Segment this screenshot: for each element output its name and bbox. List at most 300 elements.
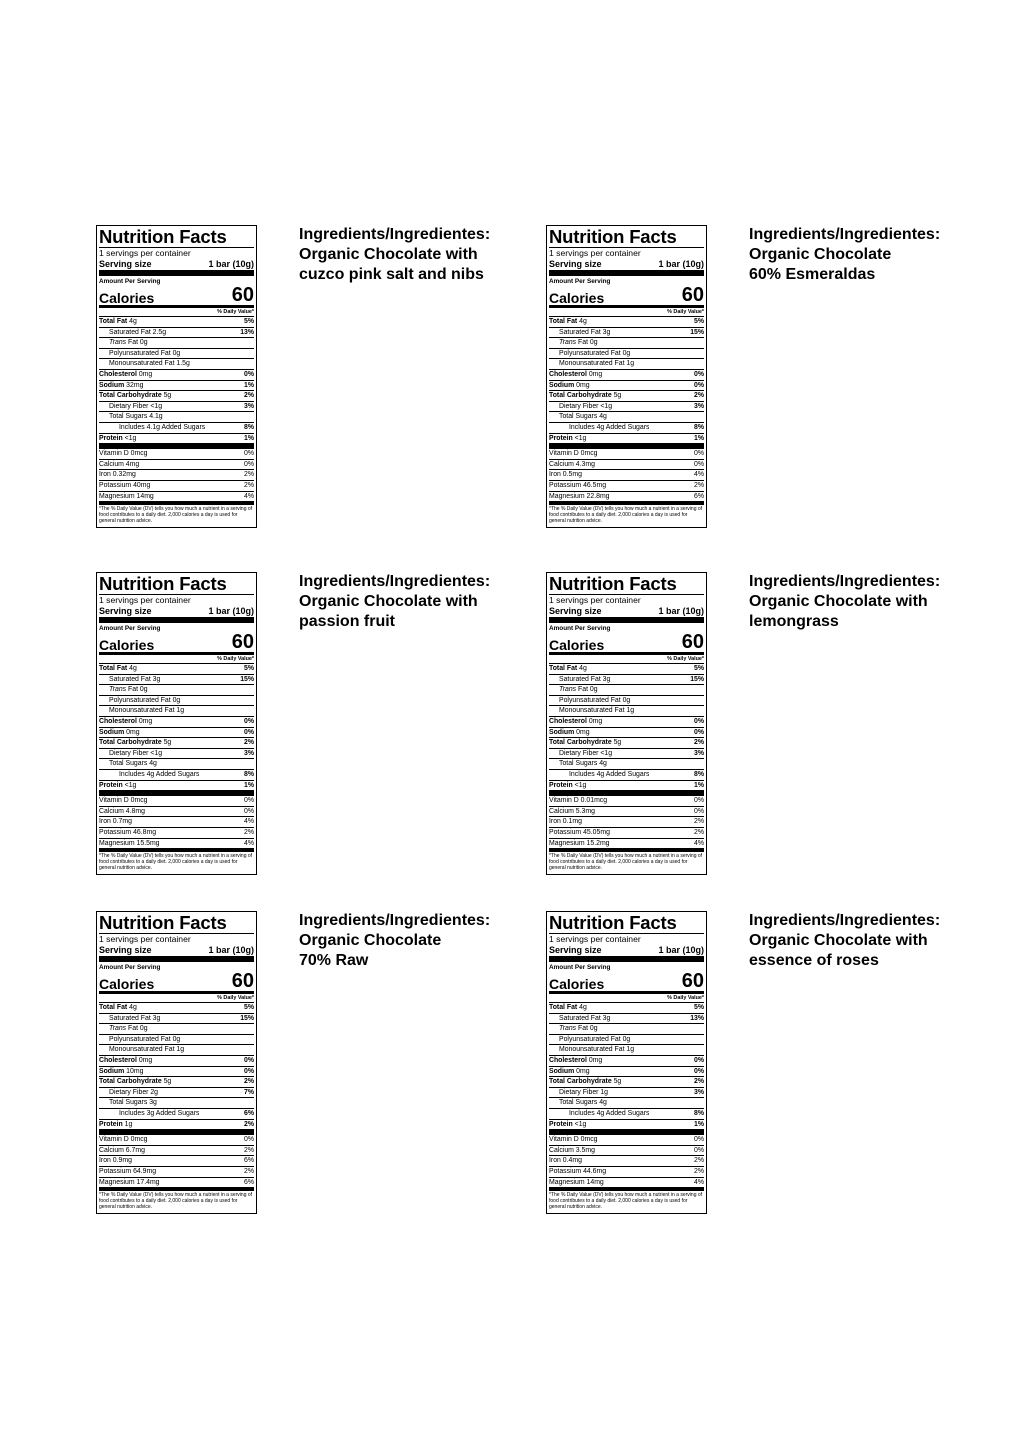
nutrient-label: Saturated Fat 3g (559, 328, 611, 336)
mineral-row (99, 1135, 254, 1146)
serving-size-value: 1 bar (10g) (208, 259, 254, 269)
nutrient-amount: <1g (572, 781, 587, 789)
nutrient-name (549, 770, 649, 780)
nutrient-label: Protein (99, 781, 123, 789)
nutrient-label: Polyunsaturated Fat 0g (109, 696, 181, 704)
nutrient-name (99, 1035, 180, 1045)
mineral-row (99, 492, 254, 506)
nutrient-name (99, 1098, 157, 1108)
nutrient-daily-value: 0% (244, 717, 254, 725)
calories-label: Calories (549, 637, 605, 653)
nutrient-daily-value: 0% (244, 370, 254, 378)
mineral-name: Vitamin D 0mcg (549, 1136, 598, 1144)
mineral-row (99, 1167, 254, 1178)
nutrient-name (99, 359, 190, 369)
nutrient-name (99, 717, 152, 727)
nutrient-name (99, 381, 143, 391)
nutrient-name (549, 328, 610, 338)
nutrient-name (549, 781, 586, 791)
nutrient-label: Sodium (549, 381, 575, 389)
ingredients-line: Organic Chocolate (299, 932, 442, 949)
nutrient-name (99, 391, 171, 401)
amount-per-serving: Amount Per Serving (549, 964, 611, 971)
mineral-daily-value: 0% (244, 797, 254, 805)
nutrient-row (99, 434, 254, 450)
serving-size-label: Serving size (549, 259, 602, 269)
nutrient-name (99, 1077, 171, 1087)
daily-value-header: % Daily Value* (99, 308, 254, 317)
nutrient-label: Cholesterol (549, 1056, 587, 1064)
nutrient-row (549, 1024, 704, 1035)
serving-size-label: Serving size (549, 945, 602, 955)
nutrient-name (99, 770, 199, 780)
nutrient-amount: 4g (127, 318, 137, 325)
nutrient-label: Dietary Fiber <1g (109, 749, 163, 757)
nutrient-daily-value: 2% (694, 392, 704, 400)
calories-value: 60 (681, 970, 704, 992)
nutrient-name (549, 1077, 621, 1087)
nutrition-facts-panel (546, 911, 707, 1214)
mineral-name: Magnesium 15.2mg (549, 839, 610, 847)
ingredients-line: lemongrass (749, 613, 839, 630)
nutrient-name (99, 328, 166, 338)
ingredients-line: Ingredients/Ingredientes: (299, 226, 491, 243)
nutrient-row (99, 696, 254, 707)
mineral-row (549, 460, 704, 471)
calories-label: Calories (549, 976, 605, 992)
amount-per-serving: Amount Per Serving (99, 964, 161, 971)
nutrient-label: Total Sugars 4g (559, 760, 607, 768)
nutrient-row (99, 759, 254, 770)
amount-per-serving: Amount Per Serving (99, 278, 161, 285)
nutrient-label: Polyunsaturated Fat 0g (559, 696, 631, 704)
nutrient-name (549, 423, 649, 433)
serving-size-label: Serving size (99, 945, 152, 955)
mineral-daily-value: 0% (694, 807, 704, 815)
servings-per-container: 1 servings per container (549, 594, 704, 605)
nutrient-name (549, 1067, 590, 1077)
nutrient-daily-value: 3% (244, 749, 254, 757)
nutrient-daily-value: 0% (694, 381, 704, 389)
nutrient-label: Dietary Fiber <1g (559, 749, 613, 757)
nutrient-amount: 5g (161, 1078, 172, 1086)
mineral-daily-value: 2% (694, 1167, 704, 1175)
ingredients-text (299, 572, 539, 632)
nutrient-row (549, 328, 704, 339)
nutrient-row (549, 675, 704, 686)
nutrient-name (549, 1098, 607, 1108)
nutrient-row (549, 781, 704, 797)
nutrient-amount: <1g (572, 1120, 587, 1128)
mineral-name: Vitamin D 0mcg (99, 797, 148, 805)
nutrient-amount: 5g (161, 739, 172, 747)
nutrient-daily-value: 5% (694, 665, 704, 672)
nutrient-row (99, 1077, 254, 1088)
nutrient-label: Includes 4g Added Sugars (119, 770, 200, 778)
mineral-daily-value: 2% (694, 828, 704, 836)
calories-label: Calories (99, 976, 155, 992)
nutrient-name (99, 728, 140, 738)
ingredients-text (749, 572, 989, 632)
nutrient-row (99, 338, 254, 349)
nutrient-row (549, 381, 704, 392)
nutrient-label: Total Sugars 3g (109, 1099, 157, 1107)
nutrient-label: Dietary Fiber <1g (559, 402, 613, 410)
ingredients-line: Organic Chocolate (749, 246, 892, 263)
nutrient-row (99, 664, 254, 675)
mineral-daily-value: 6% (244, 1157, 254, 1165)
mineral-name: Iron 0.1mg (549, 818, 582, 826)
mineral-row (99, 817, 254, 828)
nutrition-facts-panel (546, 572, 707, 875)
mineral-daily-value: 4% (244, 818, 254, 826)
nutrient-row (549, 1014, 704, 1025)
mineral-row (549, 1146, 704, 1157)
nutrient-label: Cholesterol (549, 717, 587, 725)
nutrient-name (99, 1056, 152, 1066)
nutrient-row (99, 1014, 254, 1025)
mineral-name: Magnesium 17.4mg (99, 1178, 160, 1186)
daily-value-header: % Daily Value* (549, 655, 704, 664)
nutrient-daily-value: 8% (694, 770, 704, 778)
nutrient-row (99, 1088, 254, 1099)
nutrition-facts-title: Nutrition Facts (99, 573, 227, 594)
nutrient-daily-value: 2% (244, 1120, 254, 1128)
ingredients-line: 60% Esmeraldas (749, 266, 876, 283)
mineral-daily-value: 0% (244, 460, 254, 468)
nutrient-row (549, 1109, 704, 1120)
nutrient-label: Saturated Fat 3g (559, 675, 611, 683)
nutrient-label: Sodium (549, 1067, 575, 1075)
calories-row (99, 633, 254, 655)
nutrient-name (549, 381, 590, 391)
nutrient-name (99, 759, 157, 769)
nutrient-label: Monounsaturated Fat 1.5g (109, 360, 190, 368)
nutrient-daily-value: 0% (244, 728, 254, 736)
nutrient-amount: Fat 0g (576, 339, 598, 347)
nutrient-name (549, 738, 621, 748)
calories-value: 60 (231, 284, 254, 306)
nutrient-name (99, 696, 180, 706)
mineral-daily-value: 2% (244, 481, 254, 489)
nutrient-amount: Fat 0g (576, 1025, 598, 1033)
mineral-daily-value: 2% (694, 818, 704, 826)
nutrient-amount: 0mg (136, 1056, 153, 1064)
nutrient-daily-value: 8% (694, 423, 704, 431)
mineral-daily-value: 2% (244, 828, 254, 836)
mineral-row (99, 460, 254, 471)
mineral-name: Magnesium 14mg (99, 492, 154, 500)
nutrient-name (99, 685, 148, 695)
mineral-row (99, 1156, 254, 1167)
nutrient-label: Total Carbohydrate (549, 1078, 612, 1086)
nutrient-row (549, 349, 704, 360)
mineral-name: Potassium 64.9mg (99, 1167, 157, 1175)
daily-value-header: % Daily Value* (99, 994, 254, 1003)
mineral-row (99, 449, 254, 460)
nutrient-row (549, 728, 704, 739)
nutrient-name (99, 664, 137, 674)
amount-per-serving: Amount Per Serving (99, 625, 161, 632)
serving-size-value: 1 bar (10g) (658, 606, 704, 616)
nutrient-amount: 4g (577, 665, 587, 672)
nutrient-row (549, 1045, 704, 1056)
nutrient-amount: 5g (611, 392, 622, 400)
nutrient-label: Protein (99, 434, 123, 442)
nutrient-amount: Fat 0g (126, 339, 148, 347)
daily-value-footnote: *The % Daily Value (DV) tells you how much a nutrient in a serving of food contributes to a daily diet. 2,000 calories a day is used for general nutrition advice. (549, 853, 703, 872)
mineral-name: Magnesium 14mg (549, 1178, 604, 1186)
serving-size-row (99, 605, 254, 623)
mineral-daily-value: 4% (244, 839, 254, 847)
calories-value: 60 (231, 631, 254, 653)
nutrient-label: Total Fat (549, 1004, 578, 1011)
ingredients-line: Organic Chocolate with (749, 932, 928, 949)
nutrient-name (99, 738, 171, 748)
mineral-name: Potassium 45.05mg (549, 828, 610, 836)
nutrient-label: Total Fat (549, 665, 578, 672)
nutrient-label: Trans (109, 1025, 127, 1033)
mineral-daily-value: 0% (244, 807, 254, 815)
nutrient-amount: 0mg (136, 370, 153, 378)
nutrient-label: Polyunsaturated Fat 0g (109, 1035, 181, 1043)
mineral-row (99, 481, 254, 492)
nutrient-amount: <1g (572, 434, 587, 442)
nutrient-name (549, 1003, 587, 1013)
nutrient-label: Trans (109, 686, 127, 694)
mineral-name: Calcium 3.5mg (549, 1146, 595, 1154)
nutrient-label: Cholesterol (99, 717, 137, 725)
mineral-name: Iron 0.5mg (549, 471, 582, 479)
nutrient-name (549, 1014, 610, 1024)
nutrient-daily-value: 5% (694, 318, 704, 325)
ingredients-line: Organic Chocolate with (299, 246, 478, 263)
nutrient-daily-value: 0% (694, 717, 704, 725)
nutrient-daily-value: 7% (244, 1088, 254, 1096)
nutrient-row (549, 317, 704, 328)
nutrient-label: Monounsaturated Fat 1g (109, 707, 185, 715)
nutrient-amount: 4g (577, 318, 587, 325)
nutrient-label: Total Fat (99, 1004, 128, 1011)
nutrient-label: Protein (549, 781, 573, 789)
nutrient-amount: 0mg (124, 728, 140, 736)
nutrient-daily-value: 5% (244, 665, 254, 672)
ingredients-line: 70% Raw (299, 952, 369, 969)
mineral-row (549, 839, 704, 853)
mineral-row (549, 1156, 704, 1167)
nutrient-row (549, 685, 704, 696)
nutrient-row (549, 696, 704, 707)
nutrient-daily-value: 2% (244, 392, 254, 400)
nutrient-label: Saturated Fat 3g (559, 1014, 611, 1022)
servings-per-container: 1 servings per container (99, 933, 254, 944)
nutrient-daily-value: 0% (694, 1056, 704, 1064)
nutrient-name (99, 781, 136, 791)
mineral-row (549, 817, 704, 828)
mineral-daily-value: 2% (244, 1146, 254, 1154)
nutrient-name (549, 685, 598, 695)
nutrient-name (99, 338, 148, 348)
mineral-name: Calcium 5.3mg (549, 807, 595, 815)
nutrient-row (99, 1098, 254, 1109)
nutrient-name (99, 675, 160, 685)
nutrient-row (99, 423, 254, 434)
servings-per-container: 1 servings per container (549, 933, 704, 944)
nutrient-row (549, 1120, 704, 1136)
nutrient-amount: 5g (611, 1078, 622, 1086)
label-block (546, 572, 996, 882)
ingredients-text (749, 225, 989, 285)
mineral-row (549, 449, 704, 460)
mineral-name: Iron 0.7mg (99, 818, 132, 826)
nutrient-name (549, 759, 607, 769)
nutrient-name (549, 359, 634, 369)
nutrient-daily-value: 6% (244, 1109, 254, 1117)
nutrient-row (99, 328, 254, 339)
nutrient-row (549, 749, 704, 760)
nutrient-daily-value: 5% (244, 1004, 254, 1011)
serving-size-value: 1 bar (10g) (208, 606, 254, 616)
serving-size-label: Serving size (99, 259, 152, 269)
nutrient-name (549, 1109, 649, 1119)
nutrient-name (549, 1120, 586, 1130)
nutrient-daily-value: 3% (694, 1088, 704, 1096)
ingredients-line: Ingredients/Ingredientes: (749, 912, 941, 929)
nutrient-label: Cholesterol (99, 1056, 137, 1064)
serving-size-value: 1 bar (10g) (658, 259, 704, 269)
calories-row (99, 972, 254, 994)
mineral-daily-value: 2% (244, 471, 254, 479)
mineral-name: Magnesium 22.8mg (549, 492, 610, 500)
mineral-name: Calcium 6.7mg (99, 1146, 145, 1154)
calories-value: 60 (231, 970, 254, 992)
serving-size-row (549, 258, 704, 276)
nutrient-daily-value: 5% (244, 318, 254, 325)
nutrient-name (99, 317, 137, 327)
mineral-daily-value: 4% (694, 839, 704, 847)
ingredients-line: Ingredients/Ingredientes: (749, 226, 941, 243)
nutrient-label: Includes 4.1g Added Sugars (119, 423, 206, 431)
mineral-daily-value: 0% (694, 460, 704, 468)
mineral-daily-value: 0% (244, 1136, 254, 1144)
nutrient-row (99, 738, 254, 749)
mineral-name: Calcium 4.3mg (549, 460, 595, 468)
nutrient-name (99, 1045, 184, 1055)
nutrient-label: Total Sugars 4.1g (109, 413, 163, 421)
mineral-name: Vitamin D 0mcg (99, 450, 148, 458)
nutrient-daily-value: 8% (244, 423, 254, 431)
nutrient-label: Total Sugars 4g (109, 760, 157, 768)
daily-value-footnote: *The % Daily Value (DV) tells you how much a nutrient in a serving of food contributes to a daily diet. 2,000 calories a day is used for general nutrition advice. (99, 853, 253, 872)
mineral-row (549, 828, 704, 839)
daily-value-header: % Daily Value* (549, 994, 704, 1003)
serving-size-row (99, 258, 254, 276)
serving-size-row (549, 605, 704, 623)
nutrient-name (549, 1045, 634, 1055)
nutrient-label: Total Carbohydrate (99, 392, 162, 400)
nutrient-row (549, 434, 704, 450)
daily-value-header: % Daily Value* (549, 308, 704, 317)
nutrient-label: Trans (109, 339, 127, 347)
nutrient-label: Trans (559, 339, 577, 347)
nutrient-daily-value: 2% (244, 1078, 254, 1086)
label-block (96, 572, 546, 882)
mineral-row (99, 796, 254, 807)
nutrient-amount: 5g (161, 392, 172, 400)
nutrition-facts-panel (546, 225, 707, 528)
nutrient-row (549, 370, 704, 381)
nutrient-name (99, 1067, 143, 1077)
nutrient-daily-value: 15% (240, 1014, 254, 1022)
nutrient-amount: 5g (611, 739, 622, 747)
nutrient-row (99, 749, 254, 760)
calories-value: 60 (681, 631, 704, 653)
nutrition-facts-panel (96, 572, 257, 875)
calories-row (99, 286, 254, 308)
ingredients-line: Organic Chocolate with (749, 593, 928, 610)
nutrient-label: Dietary Fiber 2g (109, 1088, 159, 1096)
calories-label: Calories (549, 290, 605, 306)
nutrient-name (549, 664, 587, 674)
nutrient-daily-value: 1% (694, 434, 704, 442)
nutrient-name (99, 370, 152, 380)
nutrient-label: Monounsaturated Fat 1g (109, 1046, 185, 1054)
mineral-daily-value: 6% (694, 492, 704, 500)
nutrient-name (549, 749, 612, 759)
nutrient-name (99, 402, 162, 412)
nutrition-facts-title: Nutrition Facts (99, 912, 227, 933)
nutrient-row (99, 675, 254, 686)
daily-value-footnote: *The % Daily Value (DV) tells you how much a nutrient in a serving of food contributes to a daily diet. 2,000 calories a day is used for general nutrition advice. (549, 506, 703, 525)
nutrient-row (99, 402, 254, 413)
nutrient-label: Total Fat (549, 318, 578, 325)
mineral-row (549, 1178, 704, 1192)
nutrient-name (99, 1120, 132, 1130)
nutrient-row (549, 423, 704, 434)
nutrient-name (99, 1109, 199, 1119)
mineral-daily-value: 0% (694, 450, 704, 458)
nutrient-amount: 10mg (124, 1067, 144, 1075)
mineral-row (549, 470, 704, 481)
nutrient-amount: <1g (122, 434, 137, 442)
nutrient-name (549, 338, 598, 348)
nutrient-row (99, 1035, 254, 1046)
mineral-name: Potassium 40mg (99, 481, 151, 489)
nutrient-row (549, 1056, 704, 1067)
nutrient-label: Protein (549, 1120, 573, 1128)
nutrient-row (549, 338, 704, 349)
ingredients-text (299, 225, 539, 285)
servings-per-container: 1 servings per container (99, 594, 254, 605)
nutrition-facts-title: Nutrition Facts (549, 573, 677, 594)
ingredients-line: Ingredients/Ingredientes: (299, 912, 491, 929)
nutrient-label: Polyunsaturated Fat 0g (559, 1035, 631, 1043)
serving-size-label: Serving size (99, 606, 152, 616)
mineral-row (99, 828, 254, 839)
nutrient-amount: 0mg (586, 717, 603, 725)
ingredients-line: Ingredients/Ingredientes: (299, 573, 491, 590)
nutrient-label: Includes 4g Added Sugars (569, 423, 650, 431)
amount-per-serving: Amount Per Serving (549, 625, 611, 632)
mineral-row (549, 1167, 704, 1178)
nutrient-daily-value: 15% (690, 328, 704, 336)
nutrient-name (99, 349, 180, 359)
mineral-daily-value: 6% (244, 1178, 254, 1186)
nutrient-label: Polyunsaturated Fat 0g (109, 349, 181, 357)
mineral-row (549, 796, 704, 807)
mineral-name: Vitamin D 0mcg (549, 450, 598, 458)
nutrient-label: Monounsaturated Fat 1g (559, 1046, 635, 1054)
